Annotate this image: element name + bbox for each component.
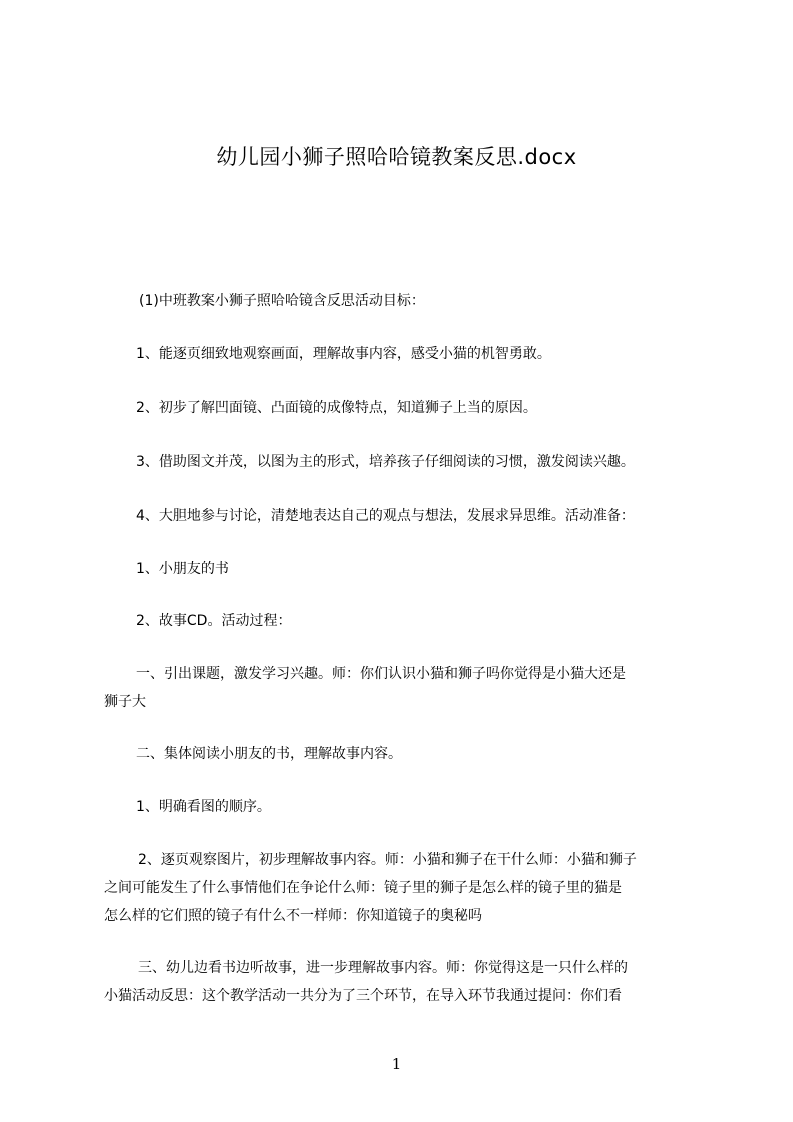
page-number: 1 <box>391 1055 402 1073</box>
paragraph-line: 一、引出课题，激发学习兴趣。师：你们认识小猫和狮子吗你觉得是小猫大还是 <box>136 666 626 682</box>
paragraph-line: 怎么样的它们照的镜子有什么不一样师：你知道镜子的奥秘吗 <box>104 908 482 924</box>
paragraph-line: 小猫活动反思：这个教学活动一共分为了三个环节，在导入环节我通过提问：你们看 <box>104 988 622 1004</box>
paragraph-text: 1、能逐页细致地观察画面，理解故事内容，感受小猫的机智勇敢。 <box>136 346 551 362</box>
paragraph <box>104 660 704 716</box>
paragraph-line: 之间可能发生了什么事情他们在争论什么师：镜子里的狮子是怎么样的镜子里的猫是 <box>104 880 622 896</box>
paragraph <box>136 340 736 368</box>
paragraph-text: 2、故事CD。活动过程： <box>136 613 292 629</box>
paragraph <box>136 793 736 821</box>
paragraph <box>104 954 704 1010</box>
paragraph <box>136 607 736 635</box>
paragraph-text: 3、借助图文并茂，以图为主的形式，培养孩子仔细阅读的习惯，激发阅读兴趣。 <box>136 454 635 470</box>
document-title: 幼儿园小狮子照哈哈镜教案反思.docx <box>216 145 577 169</box>
paragraph <box>136 555 736 583</box>
paragraph-text: 二、集体阅读小朋友的书，理解故事内容。 <box>136 746 402 762</box>
paragraph <box>136 448 736 476</box>
paragraph <box>136 394 736 422</box>
paragraph <box>136 740 736 768</box>
paragraph-text: 1、明确看图的顺序。 <box>136 799 271 815</box>
paragraph-line: 狮子大 <box>104 694 146 710</box>
paragraph-line: 三、幼儿边看书边听故事，进一步理解故事内容。师：你觉得这是一只什么样的 <box>138 960 628 976</box>
paragraph-text: 1、小朋友的书 <box>136 561 229 577</box>
paragraph-text: (1)中班教案小狮子照哈哈镜含反思活动目标： <box>139 293 425 309</box>
paragraph <box>136 502 736 530</box>
paragraph-text: 2、初步了解凹面镜、凸面镜的成像特点，知道狮子上当的原因。 <box>136 400 537 416</box>
paragraph <box>139 287 739 315</box>
paragraph <box>104 846 704 930</box>
paragraph-text: 4、大胆地参与讨论，清楚地表达自己的观点与想法，发展求异思维。活动准备： <box>136 508 635 524</box>
paragraph-line: 2、逐页观察图片，初步理解故事内容。师：小猫和狮子在干什么师：小猫和狮子 <box>138 852 637 868</box>
